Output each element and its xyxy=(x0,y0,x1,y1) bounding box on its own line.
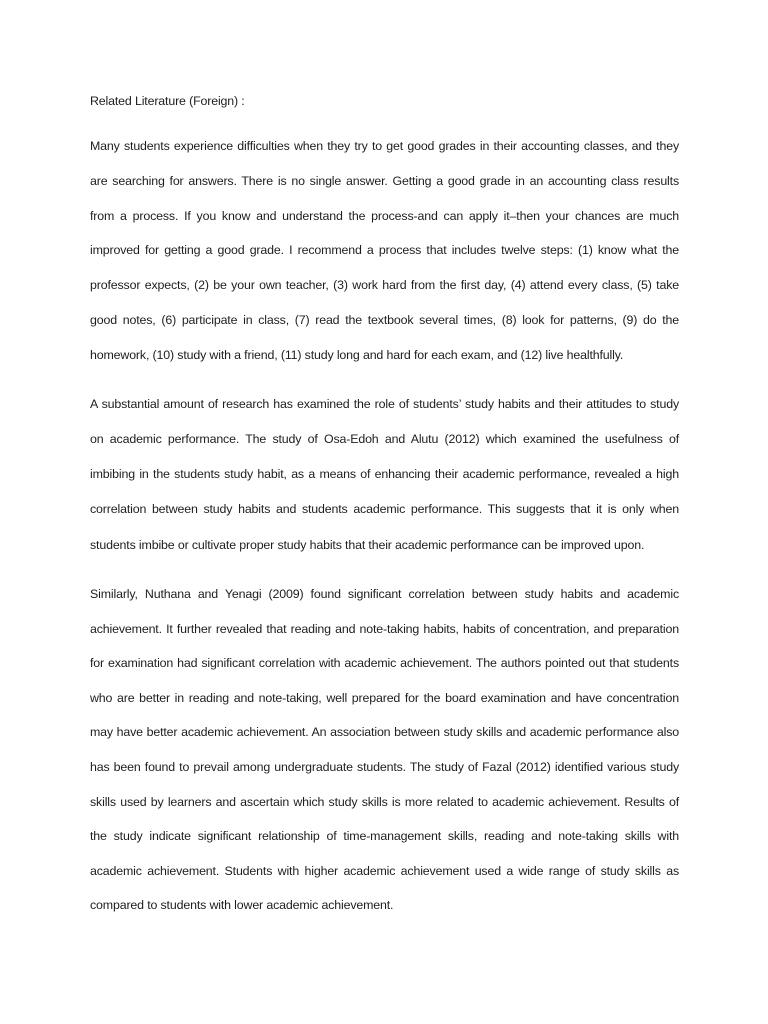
section-heading: Related Literature (Foreign) : xyxy=(90,94,245,108)
paragraph-2: A substantial amount of research has examined the role of students’ study habits and their attitudes to study on academic performance. The study of Osa-Edoh and Alutu (2012) which examined the usefulness of imbibing in the students study habit, as a means of enhancing their academic performance, revealed a high correlation between study habits and students academic performance. This suggests that it is only when students imbibe or cultivate proper study habits that their academic performance can be improved upon. xyxy=(90,396,679,552)
paragraph-1: Many students experience difficulties when they try to get good grades in their accounting classes, and they are searching for answers. There is no single answer. Getting a good grade in an accounting class results from a process. If you know and understand the process-and can apply it–then your chances are much improved for getting a good grade. I recommend a process that includes twelve steps: (1) know what the professor expects, (2) be your own teacher, (3) work hard from the first day, (4) attend every class, (5) take good notes, (6) participate in class, (7) read the textbook several times, (8) look for patterns, (9) do the homework, (10) study with a friend, (11) study long and hard for each exam, and (12) live healthfully. xyxy=(90,139,679,362)
document-body xyxy=(90,91,679,937)
paragraph-3: Similarly, Nuthana and Yenagi (2009) found significant correlation between study habits and academic achievement. It further revealed that reading and note-taking habits, habits of concentration, and preparation for examination had significant correlation with academic achievement. The authors pointed out that students who are better in reading and note-taking, well prepared for the board examination and have concentration may have better academic achievement. An association between study skills and academic performance also has been found to prevail among undergraduate students. The study of Fazal (2012) identified various study skills used by learners and ascertain which study skills is more related to academic achievement. Results of the study indicate significant relationship of time-management skills, reading and note-taking skills with academic achievement. Students with higher academic achievement used a wide range of study skills as compared to students with lower academic achievement. xyxy=(90,587,679,913)
